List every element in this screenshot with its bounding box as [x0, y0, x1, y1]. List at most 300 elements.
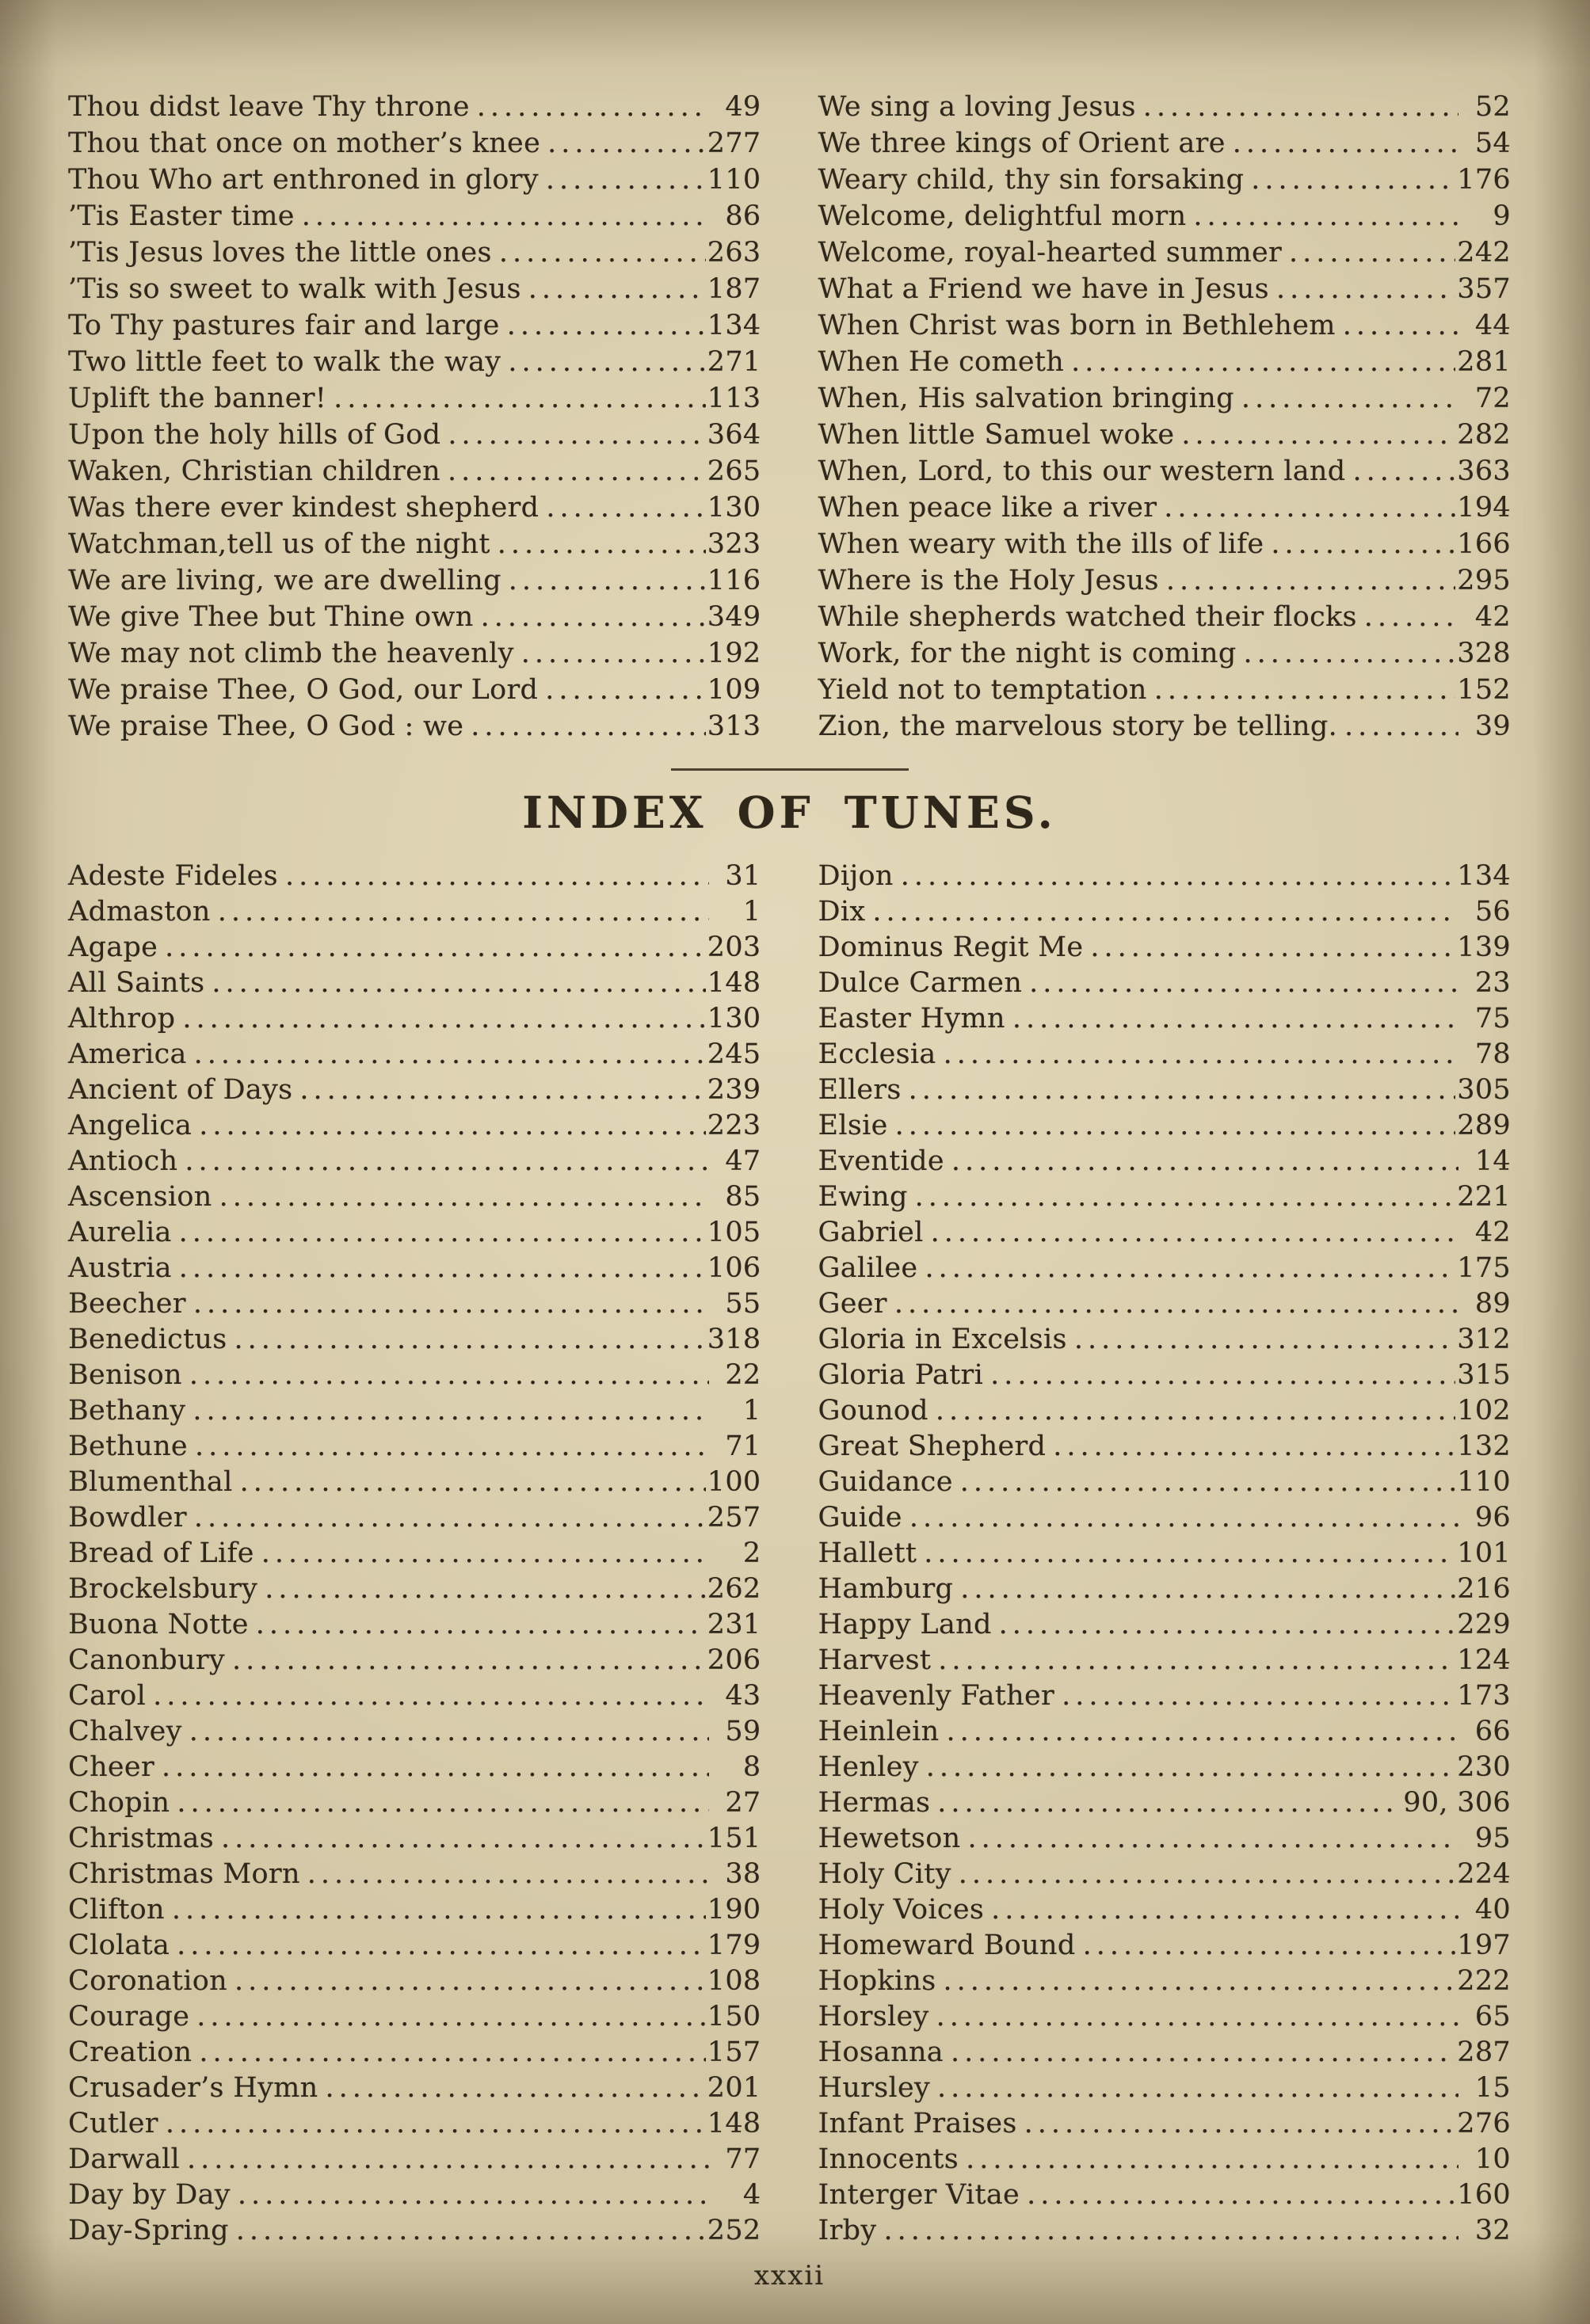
entry-page-number: 257 — [707, 1502, 761, 1533]
entry-title: Heavenly Father — [818, 1680, 1055, 1712]
dot-leader — [1289, 234, 1455, 271]
index-entry — [68, 125, 761, 162]
dot-leader — [1143, 89, 1458, 125]
entry-page-number: 109 — [707, 674, 761, 706]
entry-title: Creation — [68, 2036, 193, 2068]
dot-leader — [909, 1500, 1458, 1536]
entry-title: Easter Hymn — [818, 1003, 1005, 1034]
entry-title: When, His salvation bringing — [818, 383, 1234, 414]
entry-page-number: 312 — [1457, 1324, 1511, 1355]
entry-page-number: 150 — [707, 2001, 761, 2033]
entry-title: Blumenthal — [68, 1466, 233, 1498]
entry-title: Was there ever kindest shepherd — [68, 492, 540, 524]
entry-title: We praise Thee, O God, our Lord — [68, 674, 539, 706]
entry-page-number: 315 — [1457, 1359, 1511, 1391]
index-entry — [818, 198, 1512, 234]
dot-leader — [325, 2071, 705, 2106]
tunes-right-column — [818, 859, 1512, 2249]
entry-title: Work, for the night is coming — [818, 638, 1237, 669]
entry-title: When little Samuel woke — [818, 419, 1175, 451]
entry-page-number: 55 — [725, 1288, 761, 1320]
entry-title: Cutler — [68, 2108, 158, 2139]
index-entry — [818, 1286, 1512, 1322]
index-entry — [68, 307, 761, 344]
dot-leader — [546, 162, 706, 198]
dot-leader — [265, 1572, 706, 1607]
index-entry — [68, 1358, 761, 1393]
entry-page-number: 328 — [1457, 638, 1511, 669]
entry-page-number: 42 — [1474, 601, 1511, 633]
dot-leader — [951, 2035, 1455, 2071]
entry-page-number: 242 — [1457, 237, 1511, 269]
index-entry — [68, 1251, 761, 1286]
dot-leader — [960, 1465, 1456, 1500]
index-entry — [818, 635, 1512, 672]
index-entry — [818, 1750, 1512, 1785]
index-entry — [68, 2035, 761, 2071]
entry-page-number: 71 — [725, 1431, 761, 1462]
entry-title: Horsley — [818, 2001, 929, 2033]
entry-page-number: 47 — [725, 1145, 761, 1177]
entry-page-number: 130 — [707, 492, 761, 524]
entry-title: Uplift the banner! — [68, 383, 327, 414]
dot-leader — [1154, 672, 1456, 708]
dot-leader — [165, 930, 706, 966]
dot-leader — [477, 89, 709, 125]
entry-page-number: 263 — [707, 237, 761, 269]
dot-leader — [931, 1215, 1458, 1251]
entry-title: Where is the Holy Jesus — [818, 565, 1159, 596]
index-entry — [68, 1964, 761, 1999]
entry-title: Infant Praises — [818, 2108, 1017, 2139]
entry-title: All Saints — [68, 967, 205, 999]
index-entry — [818, 2035, 1512, 2071]
dot-leader — [334, 380, 706, 417]
entry-page-number: 56 — [1474, 896, 1511, 928]
entry-title: Dominus Regit Me — [818, 932, 1084, 963]
index-entry — [68, 2106, 761, 2142]
entry-title: Carol — [68, 1680, 147, 1712]
dot-leader — [199, 2035, 705, 2071]
dot-leader — [990, 1358, 1455, 1393]
index-entry — [818, 1108, 1512, 1144]
index-entry — [68, 162, 761, 198]
index-entry — [818, 894, 1512, 930]
entry-title: Happy Land — [818, 1609, 992, 1640]
dot-leader — [234, 1964, 706, 1999]
dot-leader — [947, 1714, 1458, 1750]
entry-page-number: 295 — [1457, 565, 1511, 596]
index-entry — [68, 1999, 761, 2035]
entry-page-number: 281 — [1457, 346, 1511, 378]
index-entry — [818, 1500, 1512, 1536]
entry-page-number: 221 — [1457, 1181, 1511, 1213]
entry-title: Gloria in Excelsis — [818, 1324, 1067, 1355]
entry-title: Upon the holy hills of God — [68, 419, 441, 451]
entry-title: Clifton — [68, 1894, 165, 1926]
entry-page-number: 357 — [1457, 273, 1511, 305]
entry-title: Ascension — [68, 1181, 212, 1213]
entry-title: Zion, the marvelous story be telling. — [818, 711, 1337, 742]
index-entry — [68, 635, 761, 672]
entry-title: Austria — [68, 1252, 172, 1284]
entry-page-number: 108 — [707, 1965, 761, 1997]
index-entry — [818, 708, 1512, 745]
entry-title: Darwall — [68, 2143, 180, 2175]
index-entry — [68, 562, 761, 599]
index-entry — [68, 1572, 761, 1607]
entry-title: When peace like a river — [818, 492, 1157, 524]
tunes-index-heading: INDEX OF TUNES. — [522, 787, 1057, 838]
index-entry — [818, 89, 1512, 125]
dot-leader — [471, 708, 705, 745]
entry-title: Crusader’s Hymn — [68, 2072, 318, 2104]
entry-title: Gounod — [818, 1395, 928, 1427]
entry-title: Beecher — [68, 1288, 186, 1320]
entry-title: Dijon — [818, 860, 894, 892]
entry-page-number: 113 — [707, 383, 761, 414]
index-entry — [68, 1536, 761, 1572]
entry-page-number: 252 — [707, 2215, 761, 2246]
entry-title: Watchman,tell us of the night — [68, 528, 490, 560]
index-entry — [818, 125, 1512, 162]
dot-leader — [967, 1821, 1458, 1857]
entry-page-number: 89 — [1474, 1288, 1511, 1320]
entry-page-number: 363 — [1457, 455, 1511, 487]
entry-page-number: 305 — [1457, 1074, 1511, 1106]
dot-leader — [498, 526, 706, 562]
entry-page-number: 85 — [725, 1181, 761, 1213]
dot-leader — [925, 1251, 1455, 1286]
index-entry — [818, 1251, 1512, 1286]
dot-leader — [545, 672, 706, 708]
first-lines-right-column — [818, 89, 1512, 745]
dot-leader — [448, 453, 706, 490]
entry-page-number: 14 — [1474, 1145, 1511, 1177]
dot-leader — [926, 1750, 1456, 1785]
index-entry — [818, 2213, 1512, 2249]
entry-title: Dix — [818, 896, 866, 928]
dot-leader — [960, 1572, 1455, 1607]
entry-page-number: 197 — [1457, 1930, 1511, 1961]
dot-leader — [196, 1999, 706, 2035]
dot-leader — [938, 1643, 1455, 1678]
index-entry — [68, 417, 761, 453]
entry-title: When, Lord, to this our western land — [818, 455, 1346, 487]
index-entry — [818, 1179, 1512, 1215]
dot-leader — [187, 2142, 709, 2177]
entry-title: Thou Who art enthroned in glory — [68, 164, 539, 196]
dot-leader — [162, 1750, 709, 1785]
entry-title: Eventide — [818, 1145, 944, 1177]
dot-leader — [193, 1393, 708, 1429]
index-entry — [818, 2177, 1512, 2213]
dot-leader — [285, 859, 709, 894]
index-entry — [818, 859, 1512, 894]
index-entry — [68, 1607, 761, 1643]
entry-page-number: 32 — [1474, 2215, 1511, 2246]
dot-leader — [966, 2142, 1458, 2177]
entry-title: Galilee — [818, 1252, 918, 1284]
entry-title: Hursley — [818, 2072, 931, 2104]
entry-page-number: 289 — [1457, 1110, 1511, 1141]
dot-leader — [177, 1785, 708, 1821]
entry-title: Christmas Morn — [68, 1858, 300, 1890]
dot-leader — [182, 1001, 705, 1037]
index-entry — [68, 1108, 761, 1144]
entry-page-number: 206 — [707, 1644, 761, 1676]
index-entry — [68, 2213, 761, 2249]
entry-page-number: 229 — [1457, 1609, 1511, 1640]
entry-title: We three kings of Orient are — [818, 128, 1226, 159]
dot-leader — [1344, 708, 1458, 745]
dot-leader — [499, 234, 706, 271]
dot-leader — [1343, 307, 1458, 344]
dot-leader — [944, 1964, 1456, 1999]
section-divider-rule — [671, 768, 909, 771]
index-entry — [68, 1037, 761, 1072]
index-entry — [818, 966, 1512, 1001]
entry-title: Holy Voices — [818, 1894, 985, 1926]
entry-page-number: 31 — [725, 860, 761, 892]
entry-page-number: 40 — [1474, 1894, 1511, 1926]
entry-page-number: 282 — [1457, 419, 1511, 451]
entry-title: Ancient of Days — [68, 1074, 293, 1106]
dot-leader — [883, 2213, 1458, 2249]
entry-page-number: 323 — [707, 528, 761, 560]
entry-title: Innocents — [818, 2143, 959, 2175]
index-entry — [68, 380, 761, 417]
entry-title: Welcome, royal-hearted summer — [818, 237, 1282, 269]
index-entry — [818, 1144, 1512, 1179]
dot-leader — [261, 1536, 709, 1572]
dot-leader — [1352, 453, 1455, 490]
dot-leader — [508, 344, 705, 380]
dot-leader — [924, 1536, 1455, 1572]
entry-title: Benison — [68, 1359, 182, 1391]
entry-title: America — [68, 1038, 187, 1070]
dot-leader — [153, 1678, 708, 1714]
index-entry — [818, 562, 1512, 599]
entry-page-number: 90, 306 — [1403, 1787, 1511, 1819]
index-entry — [818, 1072, 1512, 1108]
entry-title: Hermas — [818, 1787, 931, 1819]
entry-title: Irby — [818, 2215, 877, 2246]
entry-page-number: 1 — [742, 1395, 761, 1427]
dot-leader — [1090, 930, 1455, 966]
entry-page-number: 364 — [707, 419, 761, 451]
entry-page-number: 101 — [1457, 1537, 1511, 1569]
index-entry — [818, 1429, 1512, 1465]
entry-page-number: 276 — [1457, 2108, 1511, 2139]
entry-page-number: 222 — [1457, 1965, 1511, 1997]
entry-title: Interger Vitae — [818, 2179, 1020, 2211]
entry-page-number: 9 — [1493, 200, 1511, 232]
index-entry — [68, 1678, 761, 1714]
index-entry — [818, 1465, 1512, 1500]
index-entry — [818, 1964, 1512, 1999]
entry-page-number: 160 — [1457, 2179, 1511, 2211]
entry-title: Guide — [818, 1502, 902, 1533]
index-entry — [68, 708, 761, 745]
index-entry — [68, 930, 761, 966]
entry-page-number: 15 — [1474, 2072, 1511, 2104]
index-entry — [68, 1001, 761, 1037]
dot-leader — [238, 2177, 709, 2213]
dot-leader — [195, 1429, 709, 1465]
tunes-index — [68, 859, 1511, 2249]
entry-title: ’Tis Jesus loves the little ones — [68, 237, 492, 269]
entry-title: Christmas — [68, 1823, 214, 1854]
entry-page-number: 106 — [707, 1252, 761, 1284]
index-entry — [68, 490, 761, 526]
entry-page-number: 59 — [725, 1716, 761, 1747]
dot-leader — [212, 966, 705, 1001]
entry-page-number: 100 — [707, 1466, 761, 1498]
entry-page-number: 66 — [1474, 1716, 1511, 1747]
entry-page-number: 173 — [1457, 1680, 1511, 1712]
entry-page-number: 134 — [707, 310, 761, 341]
index-entry — [818, 526, 1512, 562]
entry-page-number: 157 — [707, 2036, 761, 2068]
dot-leader — [521, 635, 706, 672]
entry-title: Two little feet to walk the way — [68, 346, 501, 378]
dot-leader — [166, 2106, 706, 2142]
index-entry — [68, 526, 761, 562]
index-entry — [68, 599, 761, 635]
entry-title: Chalvey — [68, 1716, 182, 1747]
entry-page-number: 10 — [1474, 2143, 1511, 2175]
index-entry — [68, 1215, 761, 1251]
index-entry — [818, 1928, 1512, 1964]
index-entry — [818, 344, 1512, 380]
entry-title: Hosanna — [818, 2036, 944, 2068]
index-entry — [818, 490, 1512, 526]
entry-page-number: 175 — [1457, 1252, 1511, 1284]
dot-leader — [234, 1322, 705, 1358]
entry-title: When weary with the ills of life — [818, 528, 1264, 560]
entry-title: Weary child, thy sin forsaking — [818, 164, 1245, 196]
index-entry — [68, 1821, 761, 1857]
dot-leader — [528, 271, 706, 307]
entry-page-number: 116 — [707, 565, 761, 596]
dot-leader — [1181, 417, 1455, 453]
index-entry — [68, 1393, 761, 1429]
dot-leader — [937, 1785, 1401, 1821]
index-entry — [818, 1857, 1512, 1892]
entry-page-number: 110 — [707, 164, 761, 196]
entry-title: We may not climb the heavenly — [68, 638, 514, 669]
entry-page-number: 39 — [1474, 711, 1511, 742]
index-entry — [818, 234, 1512, 271]
entry-title: While shepherds watched their flocks — [818, 601, 1357, 633]
entry-page-number: 95 — [1474, 1823, 1511, 1854]
index-entry — [818, 2142, 1512, 2177]
dot-leader — [895, 1108, 1456, 1144]
entry-title: To Thy pastures fair and large — [68, 310, 500, 341]
entry-title: Althrop — [68, 1003, 176, 1034]
index-entry — [68, 1643, 761, 1678]
entry-title: Great Shepherd — [818, 1431, 1047, 1462]
index-entry — [818, 1536, 1512, 1572]
index-entry — [818, 1607, 1512, 1643]
index-entry — [68, 89, 761, 125]
entry-page-number: 265 — [707, 455, 761, 487]
entry-title: Angelica — [68, 1110, 193, 1141]
dot-leader — [481, 599, 706, 635]
index-entry — [818, 2106, 1512, 2142]
entry-page-number: 1 — [742, 896, 761, 928]
entry-page-number: 27 — [725, 1787, 761, 1819]
entry-title: Bethune — [68, 1431, 188, 1462]
index-entry — [68, 1144, 761, 1179]
index-entry — [818, 1001, 1512, 1037]
page-number-folio: xxxii — [753, 2260, 826, 2292]
entry-title: Clolata — [68, 1930, 170, 1961]
entry-page-number: 192 — [707, 638, 761, 669]
entry-page-number: 318 — [707, 1324, 761, 1355]
index-entry — [68, 1928, 761, 1964]
index-entry — [68, 672, 761, 708]
entry-page-number: 203 — [707, 932, 761, 963]
dot-leader — [872, 894, 1458, 930]
entry-page-number: 132 — [1457, 1431, 1511, 1462]
entry-page-number: 148 — [707, 2108, 761, 2139]
index-entry — [68, 1892, 761, 1928]
entry-title: Coronation — [68, 1965, 227, 1997]
entry-title: When Christ was born in Bethlehem — [818, 310, 1336, 341]
index-entry — [818, 1215, 1512, 1251]
dot-leader — [1062, 1678, 1455, 1714]
entry-page-number: 134 — [1457, 860, 1511, 892]
index-entry — [818, 1714, 1512, 1750]
dot-leader — [1233, 125, 1458, 162]
first-lines-index — [68, 89, 1511, 745]
dot-leader — [1241, 380, 1458, 417]
index-entry — [818, 1643, 1512, 1678]
dot-leader — [199, 1108, 706, 1144]
entry-title: Thou that once on mother’s knee — [68, 128, 541, 159]
entry-page-number: 8 — [742, 1751, 761, 1783]
entry-title: Guidance — [818, 1466, 953, 1498]
entry-title: Aurelia — [68, 1217, 172, 1248]
entry-page-number: 179 — [707, 1930, 761, 1961]
dot-leader — [991, 1892, 1458, 1928]
index-entry — [68, 966, 761, 1001]
entry-page-number: 102 — [1457, 1395, 1511, 1427]
dot-leader — [448, 417, 705, 453]
index-entry — [68, 859, 761, 894]
index-entry — [818, 1572, 1512, 1607]
entry-title: Canonbury — [68, 1644, 225, 1676]
entry-page-number: 42 — [1474, 1217, 1511, 1248]
entry-page-number: 277 — [707, 128, 761, 159]
entry-page-number: 78 — [1474, 1038, 1511, 1070]
dot-leader — [1276, 271, 1455, 307]
entry-page-number: 43 — [725, 1680, 761, 1712]
dot-leader — [218, 894, 709, 930]
dot-leader — [999, 1607, 1456, 1643]
dot-leader — [951, 1144, 1458, 1179]
index-entry — [818, 307, 1512, 344]
dot-leader — [909, 1072, 1456, 1108]
entry-title: What a Friend we have in Jesus — [818, 273, 1269, 305]
dot-leader — [299, 1072, 705, 1108]
entry-title: We praise Thee, O God : we — [68, 711, 464, 742]
dot-leader — [509, 562, 706, 599]
index-entry — [818, 1999, 1512, 2035]
dot-leader — [1364, 599, 1458, 635]
